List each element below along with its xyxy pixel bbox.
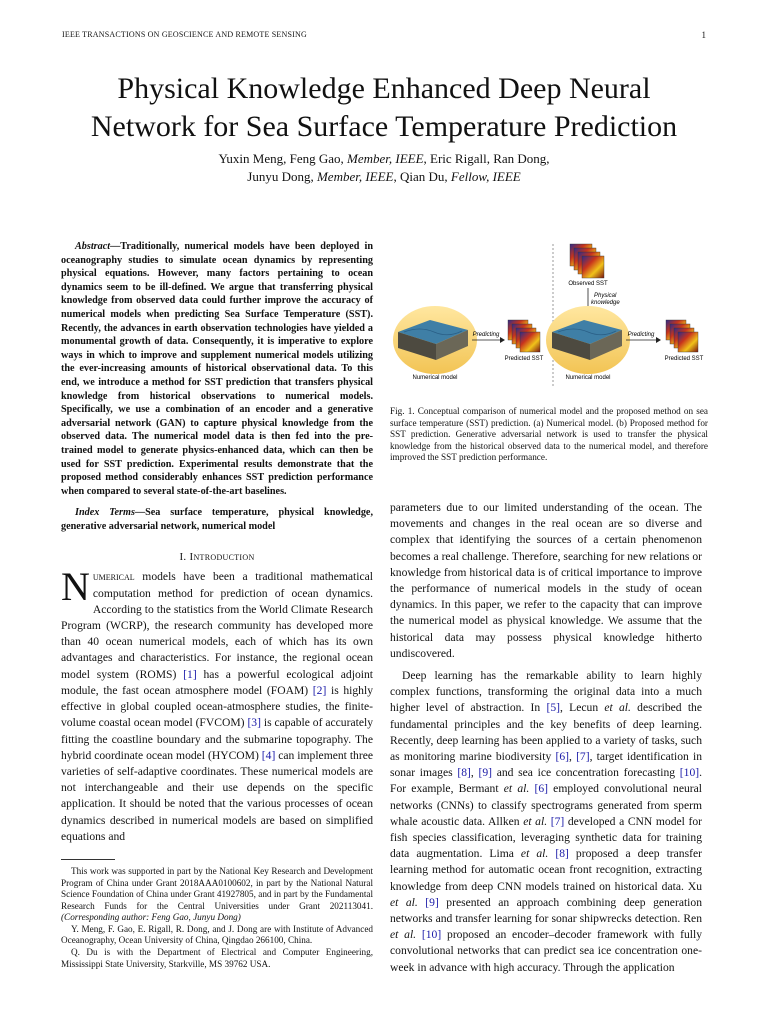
author-role: Member, IEEE (347, 151, 424, 166)
citation-link[interactable]: [2] (312, 683, 327, 697)
index-terms-label: Index Terms (75, 507, 135, 519)
label-predicted-sst-a: Predicted SST (504, 356, 544, 362)
index-terms-text: —Sea surface temperature, physical knowledge, generative adversarial network, numerical model (61, 507, 373, 532)
footnote-affiliation-2: Q. Du is with the Department of Electrical and Computer Engineering, Mississippi State University, Starkville, MS 39762 USA. (61, 947, 373, 969)
text-run: and sea ice concentration forecasting (492, 766, 680, 780)
text-run: is highly effective in global coupled ocean-atmosphere studies, the finite-volume coastal ocean model (FVCOM) (61, 683, 373, 730)
citation-link[interactable]: [7] (550, 814, 565, 828)
text-run: described the fundamental principles and the key benefits of deep learning. Recently, deep learning has been applied to a variety of tasks, such as monitoring marine biodiversity (390, 701, 702, 764)
text-run: , Lecun (560, 701, 605, 715)
label-predicting-a: Predicting (472, 332, 500, 338)
ocean-block-right (546, 306, 630, 374)
label-numerical-model-a: Numerical model (412, 375, 458, 381)
paper-title (0, 70, 768, 146)
figure-1 (390, 236, 710, 406)
text-run: presented an approach combining deep generation networks and transfer learning for sonar shipwrecks detection. Ren (390, 895, 702, 926)
et-al: et al. (520, 847, 549, 861)
body-paragraph-deep-learning (390, 668, 702, 976)
author-text: Yuxin Meng, Feng Gao, (218, 151, 347, 166)
citation-link[interactable]: [8] (555, 847, 569, 861)
label-predicting-b: Predicting (627, 332, 655, 338)
text-run: is capable of accurately fitting the coastline boundary and the submarine topography. The hybrid coordinate ocean model (HYCOM) (61, 716, 373, 762)
page-number: 1 (701, 30, 706, 40)
text-run: , target identification in sonar images (390, 750, 703, 780)
text-run: . For example, Bermant (390, 766, 703, 796)
author-text: Junyu Dong, (247, 169, 317, 184)
citation-link[interactable]: [1] (183, 667, 197, 681)
citation-link[interactable]: [10] (421, 928, 442, 942)
author-list (0, 150, 768, 186)
label-numerical-model-b: Numerical model (565, 375, 611, 381)
body-paragraph: parameters due to our limited understanding of the ocean. The movements and changes in the real ocean are so diverse and complex that identifying the sources of a certain phenomenon becomes a real challenge. Therefore, searching for new relations or knowledge from historical data is of critical importance to improve the performance of numerical models in the study of ocean dynamics. In this paper, we refer to the capacity that can improve the numerical model as physical knowledge. We assume that the historical data may possess physical knowledge hitherto undiscovered. (390, 501, 702, 660)
et-al: et al. (390, 895, 418, 909)
label-knowledge: knowledge (591, 300, 620, 306)
citation-link[interactable]: [6] (555, 750, 569, 764)
section-heading-introduction (61, 551, 373, 563)
author-text: , Qian Du, (393, 169, 451, 184)
text-run: proposed an encoder–decoder framework with fully convolutional networks that can predict sea ice concentration one-week in advance with high accuracy. Through the application (390, 928, 702, 974)
citation-link[interactable]: [9] (425, 895, 439, 909)
citation-link[interactable]: [10] (679, 766, 700, 780)
footnote-funding (61, 866, 373, 924)
et-al: et al. (503, 782, 530, 796)
title-line-1: Physical Knowledge Enhanced Deep Neural (117, 72, 651, 105)
et-al: et al. (604, 701, 631, 715)
corresponding-author: (Corresponding author: Feng Gao, Junyu Dong) (61, 912, 241, 923)
abstract (61, 240, 373, 498)
lead-word: umerical (92, 570, 135, 584)
text-run: , (470, 766, 479, 780)
citation-link[interactable]: [8] (457, 766, 471, 780)
text-run: developed a CNN model for fish species classification, leveraging synthetic data for training data augmentation. Lima (390, 814, 702, 861)
author-role: Member, IEEE (316, 169, 394, 184)
author-text: , Eric Rigall, Ran Dong, (423, 151, 550, 166)
text-run: models have been a traditional mathematical computation method for prediction of ocean dynamics. According to the statistics from the World Climate Research Program (WCRP), the research community has developed more than 40 ocean numerical models, each of which has its own advantages and characteristics. For instance, the regional ocean model system (ROMS) (61, 570, 373, 681)
intro-paragraph (61, 564, 373, 844)
running-head: IEEE TRANSACTIONS ON GEOSCIENCE AND REMOTE SENSING (62, 30, 307, 39)
citation-link[interactable]: [3] (247, 716, 261, 730)
citation-link[interactable]: [4] (261, 748, 276, 762)
text-run: , (568, 750, 577, 764)
citation-link[interactable]: [5] (546, 701, 560, 715)
index-terms (61, 506, 373, 533)
left-column (61, 240, 373, 970)
ocean-block-left (393, 306, 477, 374)
text-run: employed convolutional neural networks (CNNs) to classify spectrograms generated from sperm whale acoustic data. Allken (390, 782, 702, 828)
figure-caption: Fig. 1. Conceptual comparison of numerical model and the proposed method on sea surface temperature (SST) prediction. (a) Numerical model. (b) Proposed method for SST prediction. Generative adversarial network is used to transfer the physical knowledge from the historical observed data to the numerical model, and therefore improved the SST prediction performance. (390, 406, 708, 463)
citation-link[interactable]: [7] (576, 750, 590, 764)
authors-line-1 (0, 150, 768, 168)
text-run: Deep learning has the remarkable ability to learn highly complex functions, transforming the original data into a much higher level of abstraction. In (390, 669, 702, 715)
title-line-2: Network for Sea Surface Temperature Prediction (90, 110, 678, 143)
citation-link[interactable]: [6] (534, 782, 548, 796)
arrow-head (656, 337, 661, 343)
abstract-text: —Traditionally, numerical models have been deployed in oceanography studies to simulate ocean dynamics by representing physical equations. However, many factors pertaining to ocean dynamics seem to be ill-defined. We argue that transferring physical knowledge from observed data could further improve the accuracy of numerical models when predicting Sea Surface Temperature (SST). Recently, the advances in earth observation technologies have yielded a monumental growth of data. Consequently, it is imperative to explore ways in which to improve and supplement numerical models utilizing the ever-increasing amounts of historical observational data. To this end, we introduce a method for SST prediction that transfers physical knowledge from historical observations to numerical models. Specifically, we use a combination of an encoder and a generative adversarial network (GAN) to capture physical knowledge from the observed data. The numerical model data is then fed into the pre-trained model to generate physics-enhanced data, which can then be used for SST prediction. Experimental results demonstrate that the proposed method considerably enhances SST prediction performance when compared to several state-of-the-art baselines. (61, 241, 373, 497)
text-run: proposed a deep transfer learning method for automatic ocean front recognition, extracting knowledge from deep CNN models trained on historical data. Xu (390, 847, 702, 893)
section-number: I. (179, 551, 190, 564)
arrow-head (500, 337, 505, 343)
section-title: Introduction (189, 551, 255, 564)
label-physical: Physical (594, 293, 617, 299)
predicted-sst-stack-b (666, 320, 698, 352)
right-column (390, 500, 702, 976)
label-predicted-sst-b: Predicted SST (664, 356, 704, 362)
text-run: can implement three varieties of self-adaptive coordinates. These numerical models are not interchangeable and their use depends on the specific application. It should be noted that the various processes of ocean dynamics described in numerical models are based on simplified equations and (61, 748, 373, 843)
footnote-affiliation-1: Y. Meng, F. Gao, E. Rigall, R. Dong, and J. Dong are with Institute of Advanced Oceanography, Ocean University of China, Qingdao 266100, China. (61, 923, 373, 946)
text-run: This work was supported in part by the National Key Research and Development Program of China under Grant 2018AAA0100602, in part by the National Natural Science Foundation of China under Grant 41927805, and in part by the Fundamental Research Funds for the Central Universities under Grant 202113041. (61, 865, 373, 911)
authors-line-2 (0, 168, 768, 186)
predicted-sst-stack-a (508, 320, 540, 352)
abstract-label: Abstract (75, 241, 111, 252)
drop-cap: N (61, 564, 90, 610)
author-role: Fellow, IEEE (450, 169, 521, 184)
label-observed-sst: Observed SST (568, 281, 608, 287)
text-run: has a powerful ecological adjoint module, the fast ocean atmosphere model (FOAM) (61, 667, 373, 697)
citation-link[interactable]: [9] (478, 766, 492, 780)
et-al: et al. (523, 814, 548, 828)
observed-sst-stack (570, 244, 604, 278)
footnote-rule (61, 859, 115, 860)
et-al: et al. (390, 928, 417, 942)
